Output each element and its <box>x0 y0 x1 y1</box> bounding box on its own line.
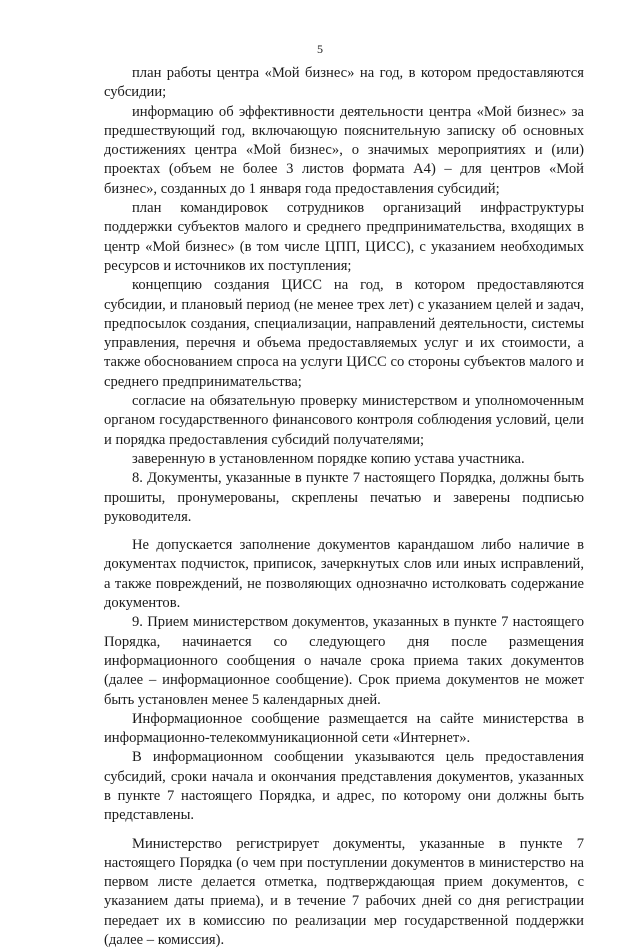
document-body <box>104 64 584 950</box>
paragraph: заверенную в установленном порядке копию устава участника. <box>132 450 525 467</box>
paragraph: информацию об эффективности деятельности центра «Мой бизнес» за предшествующий год, включающую пояснительную записку об основных достижениях центра «Мой бизнес», о значимых мероприятиях и (или) проектах (объем не более 3 листов формата А4) – для центров «Мой бизнес», созданных до 1 января года предоставления субсидий; <box>104 103 584 197</box>
paragraph: В информационном сообщении указываются цель предоставления субсидий, сроки начала и окончания представления документов, указанных в пункте 7 настоящего Порядка, и адрес, по которому они должны быть представлены. <box>104 749 584 824</box>
paragraph: 8. Документы, указанные в пункте 7 настоящего Порядка, должны быть прошиты, пронумерованы, скреплены печатью и заверены подписью руководителя. <box>104 470 584 525</box>
paragraph: план работы центра «Мой бизнес» на год, в котором предоставляются субсидии; <box>104 65 584 101</box>
paragraph: Министерство регистрирует документы, указанные в пункте 7 настоящего Порядка (о чем при поступлении документов в министерство на первом листе делается отметка, подтверждающая прием документов, с указанием даты приема), и в течение 7 рабочих дней со дня регистрации передает их в комиссию по реализации мер государственной поддержки (далее – комиссия). <box>104 835 584 949</box>
paragraph: согласие на обязательную проверку министерством и уполномоченным органом государственного финансового контроля соблюдения условий, цели и порядка предоставления субсидий получателями; <box>104 393 584 448</box>
paragraph: Не допускается заполнение документов карандашом либо наличие в документах подчисток, приписок, зачеркнутых слов или иных исправлений, а также повреждений, не позволяющих однозначно истолковать содержание документов. <box>104 537 584 612</box>
page-number: 5 <box>317 42 323 56</box>
paragraph: план командировок сотрудников организаций инфраструктуры поддержки субъектов малого и среднего предпринимательства, входящих в центр «Мой бизнес» (в том числе ЦПП, ЦИСС), с указанием необходимых ресурсов и источников их поступления; <box>104 200 584 274</box>
paragraph: Информационное сообщение размещается на сайте министерства в информационно-телекоммуникационной сети «Интернет». <box>104 710 584 747</box>
paragraph: концепцию создания ЦИСС на год, в котором предоставляются субсидии, и плановый период (не менее трех лет) с указанием целей и задач, предпосылок создания, специализации, направлений деятельности, системы управления, перечня и объема предоставляемых услуг и их стоимости, а также обоснованием спроса на услуги ЦИСС со стороны субъектов малого и среднего предпринимательства; <box>104 277 584 390</box>
paragraph: 9. Прием министерством документов, указанных в пункте 7 настоящего Порядка, начинается со следующего дня после размещения информационного сообщения о начале срока приема таких документов (далее – информационное сообщение). Срок приема документов не может быть установлен менее 5 календарных дней. <box>104 614 584 708</box>
